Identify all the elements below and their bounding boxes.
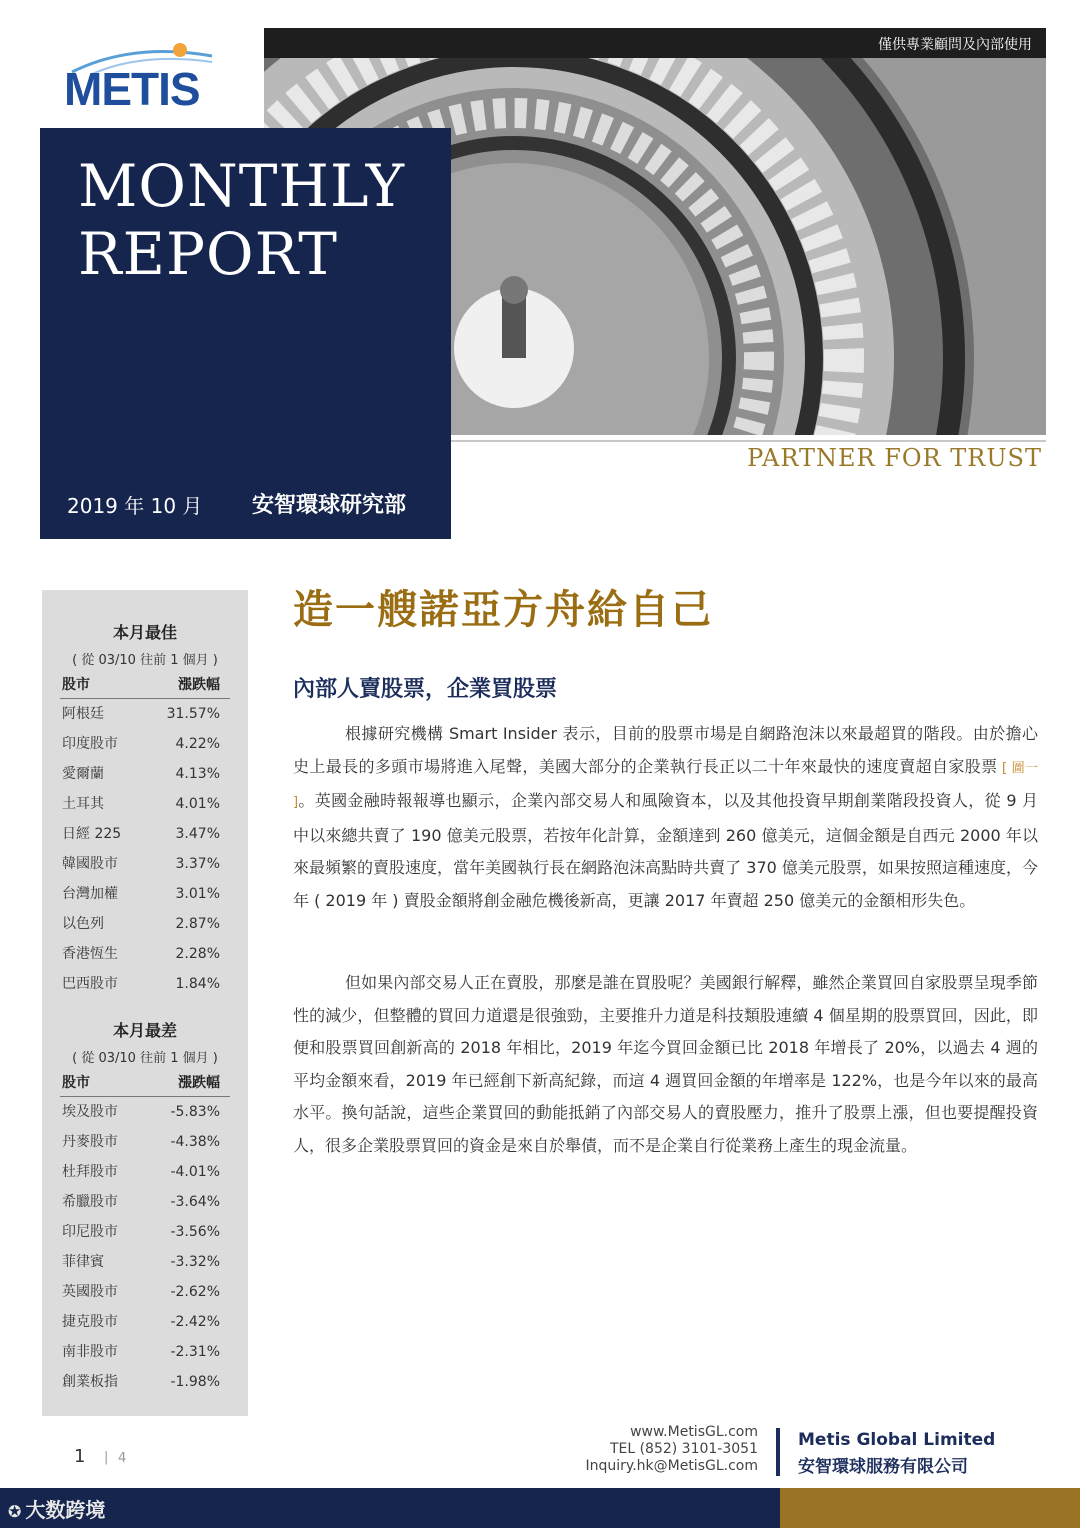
col-change: 漲跌幅: [178, 677, 220, 693]
department: 安智環球研究部: [252, 493, 407, 518]
photo-divider: [450, 440, 1046, 442]
issue-date: 2019 年 10 月: [67, 494, 203, 518]
market-name: 印尼股市: [62, 1224, 118, 1240]
page-separator: |: [104, 1450, 109, 1465]
market-row: [60, 819, 230, 849]
best-markets: [42, 620, 248, 999]
watermark-text: 大数跨境: [25, 1498, 106, 1522]
watermark: [8, 1494, 105, 1523]
market-name: 以色列: [62, 916, 104, 932]
market-change: -3.56%: [170, 1224, 220, 1240]
best-table-header: [60, 672, 230, 699]
market-change: 4.13%: [175, 766, 220, 782]
market-row: [60, 879, 230, 909]
market-row: [60, 909, 230, 939]
market-row: [60, 1247, 230, 1277]
title-report: REPORT: [78, 220, 338, 288]
market-name: 南非股市: [62, 1344, 118, 1360]
internal-use-notice: 僅供專業顧問及內部使用: [878, 37, 1032, 53]
market-change: -5.83%: [170, 1104, 220, 1120]
market-row: [60, 939, 230, 969]
col-change: 漲跌幅: [178, 1075, 220, 1091]
market-row: [60, 1097, 230, 1127]
footer-bar-navy: [0, 1488, 780, 1528]
col-market: 股市: [62, 677, 90, 693]
watermark-logo-icon: ✪: [8, 1502, 22, 1521]
article-subheading: 內部人賣股票，企業買股票: [293, 677, 558, 702]
market-name: 愛爾蘭: [62, 766, 104, 782]
market-change: 3.37%: [175, 856, 220, 872]
website-link[interactable]: www.MetisGL.com: [630, 1424, 758, 1440]
company-name-en: Metis Global Limited: [798, 1430, 996, 1450]
market-name: 土耳其: [62, 796, 104, 812]
market-name: 阿根廷: [62, 706, 104, 722]
market-change: -4.01%: [170, 1164, 220, 1180]
market-name: 創業板指: [62, 1374, 118, 1390]
market-name: 杜拜股市: [62, 1164, 118, 1180]
market-name: 菲律賓: [62, 1254, 104, 1270]
col-market: 股市: [62, 1075, 90, 1091]
tagline: PARTNER FOR TRUST: [747, 444, 1042, 472]
worst-markets: [42, 1018, 248, 1397]
market-row: [60, 1187, 230, 1217]
market-row: [60, 1367, 230, 1397]
market-change: 2.28%: [175, 946, 220, 962]
market-sidebar: [42, 590, 248, 1416]
phone-number: TEL (852) 3101-3051: [609, 1441, 758, 1457]
market-row: [60, 1337, 230, 1367]
worst-period: ( 從 03/10 往前 1 個月 ): [72, 1051, 218, 1066]
notice-bar: [264, 28, 1046, 58]
market-name: 台灣加權: [62, 886, 118, 902]
market-row: [60, 699, 230, 729]
page-number: 1: [74, 1446, 86, 1467]
market-change: -2.42%: [170, 1314, 220, 1330]
paragraph-1-text-b: 。英國金融時報報導也顯示，企業內部交易人和風險資本，以及其他投資早期創業階段投資人，從 9 月中以來總共賣了 190 億美元股票，若按年化計算，金額達到 260 億美元，這個金額是自西元 2000 年以來最頻繁的賣股速度，當年美國執行長在網路泡沫高點時共賣了 370 億美元股票，如果按照這種速度，今年 ( 2019 年 ) 賣股金額將創金融危機後新高，更讓 2017 年賣超 250 億美元的金額相形失色。: [293, 791, 1038, 910]
market-change: 4.22%: [175, 736, 220, 752]
paragraph-1-text-a: 根據研究機構 Smart Insider 表示，目前的股票市場是自網路泡沫以來最超買的階段。由於擔心史上最長的多頭市場將進入尾聲，美國大部分的企業執行長正以二十年來最快的速度賣超自家股票: [293, 724, 1038, 776]
market-name: 捷克股市: [62, 1314, 118, 1330]
title-monthly: MONTHLY: [78, 152, 406, 220]
market-change: 4.01%: [175, 796, 220, 812]
market-name: 巴西股市: [62, 976, 118, 992]
market-name: 丹麥股市: [62, 1134, 118, 1150]
market-row: [60, 759, 230, 789]
market-change: 3.47%: [175, 826, 220, 842]
market-row: [60, 789, 230, 819]
footer-divider: [776, 1428, 780, 1476]
best-table: [60, 672, 230, 999]
market-name: 韓國股市: [62, 856, 118, 872]
company-name-zh: 安智環球服務有限公司: [798, 1457, 968, 1477]
market-row: [60, 1277, 230, 1307]
market-change: -3.64%: [170, 1194, 220, 1210]
metis-logo: [62, 38, 222, 115]
market-change: 3.01%: [175, 886, 220, 902]
best-period: ( 從 03/10 往前 1 個月 ): [72, 653, 218, 668]
worst-heading: 本月最差: [112, 1021, 177, 1040]
best-heading: 本月最佳: [112, 623, 177, 642]
market-row: [60, 1157, 230, 1187]
worst-table-header: [60, 1070, 230, 1097]
logo-text: METIS: [64, 63, 200, 115]
article-paragraph-1: [293, 718, 1038, 917]
total-pages: 4: [118, 1451, 127, 1466]
report-title-box: [40, 128, 451, 539]
market-name: 希臘股市: [62, 1194, 118, 1210]
market-change: 31.57%: [166, 706, 220, 722]
market-change: -3.32%: [170, 1254, 220, 1270]
market-change: 1.84%: [175, 976, 220, 992]
article-paragraph-2: 但如果內部交易人正在賣股，那麼是誰在買股呢？美國銀行解釋，雖然企業買回自家股票呈現季節性的減少，但整體的買回力道還是很強勁，主要推升力道是科技類股連續 4 個星期的股票買回，因此，即便和股票買回創新高的 2018 年相比，2019 年迄今買回金額已比 2018 年增長了 20%，以過去 4 週的平均金額來看，2019 年已經創下新高紀錄，而這 4 週買回金額的年增率是 122%，也是今年以來的最高水平。換句話說，這些企業買回的動能抵銷了內部交易人的賣股壓力，推升了股票上漲，但也要提醒投資人，很多企業股票買回的資金是來自於舉債，而不是企業自行從業務上產生的現金流量。: [293, 973, 1038, 1155]
email-link[interactable]: Inquiry.hk@MetisGL.com: [585, 1458, 758, 1474]
market-row: [60, 849, 230, 879]
market-name: 香港恆生: [62, 946, 118, 962]
market-change: -4.38%: [170, 1134, 220, 1150]
footer-bar-gold: [780, 1488, 1080, 1528]
worst-table: [60, 1070, 230, 1397]
market-change: 2.87%: [175, 916, 220, 932]
market-change: -1.98%: [170, 1374, 220, 1390]
market-change: -2.62%: [170, 1284, 220, 1300]
market-change: -2.31%: [170, 1344, 220, 1360]
market-row: [60, 1217, 230, 1247]
market-row: [60, 1127, 230, 1157]
article-headline: 造一艘諾亞方舟給自己: [293, 587, 713, 633]
market-row: [60, 1307, 230, 1337]
market-name: 印度股市: [62, 736, 118, 752]
market-name: 英國股市: [62, 1284, 118, 1300]
market-row: [60, 969, 230, 999]
market-name: 日經 225: [62, 826, 122, 842]
figure-reference-link[interactable]: [ 圖一 ]: [293, 760, 1038, 810]
market-name: 埃及股市: [62, 1104, 118, 1120]
market-row: [60, 729, 230, 759]
contact-info: [586, 1424, 759, 1475]
